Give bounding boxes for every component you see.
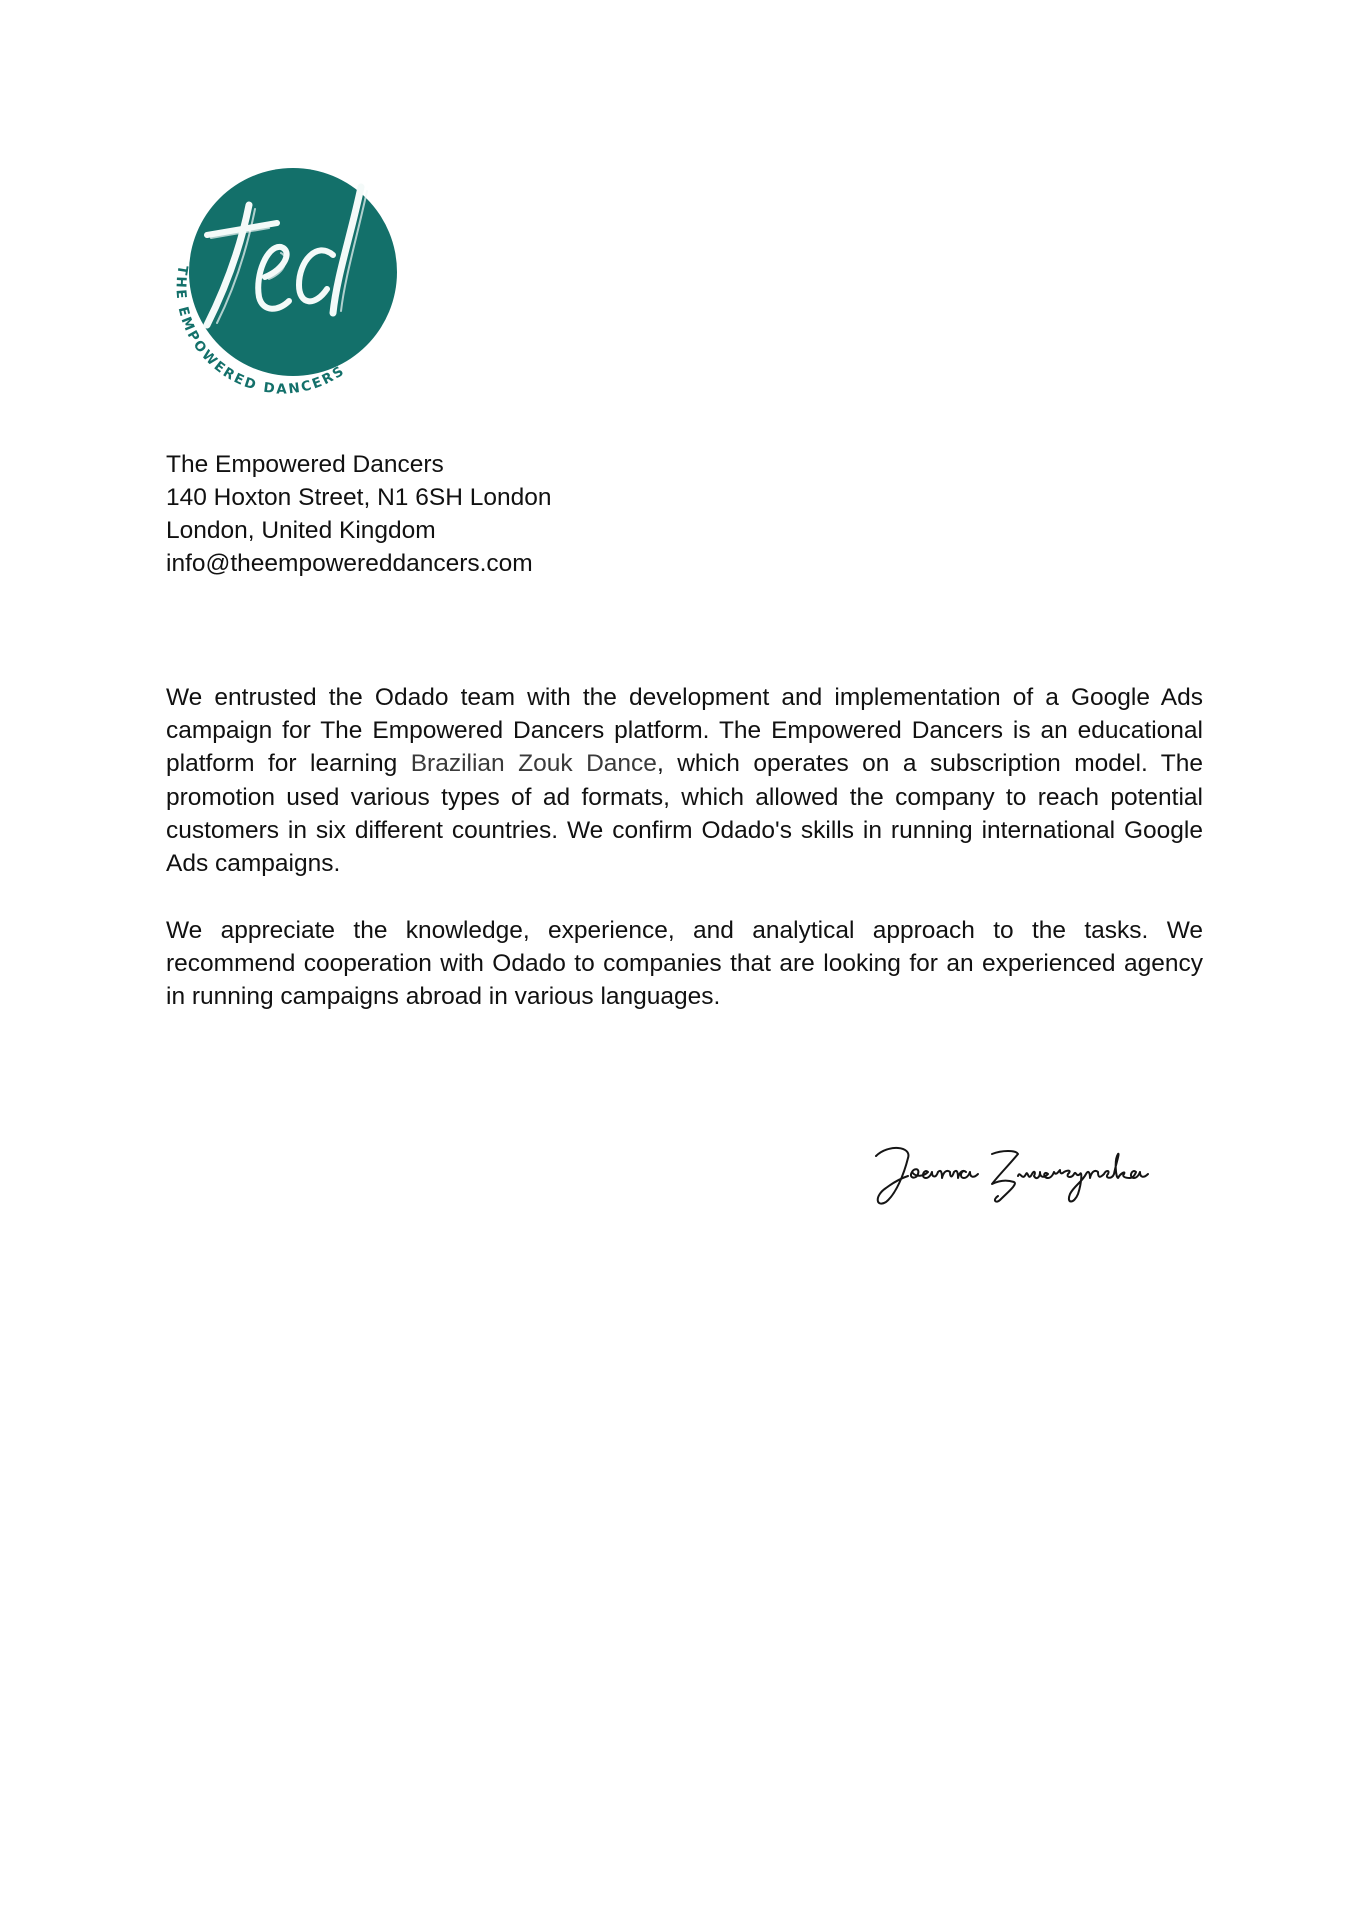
letter-paragraph-1 [166, 681, 1203, 880]
paragraph-1-highlight: Brazilian Zouk Dance [410, 750, 657, 778]
paragraph-1-text-start: We entrusted the Odado team with the development and implementation of a Google Ads campaign for The Empowered Dancers platform. The Empowered Dancers is an educational platform for learning [166, 684, 1203, 778]
sender-email[interactable]: info@theempowereddancers.com [166, 550, 533, 577]
sender-street: 140 Hoxton Street, N1 6SH London [166, 484, 552, 511]
sender-city-country: London, United Kingdom [166, 517, 436, 544]
sender-address [166, 448, 551, 580]
paragraph-1-text-end: , which operates on a subscription model. The promotion used various types of ad formats, which allowed the company to reach potential customers in six different countries. We confirm Odado's skills in running international Google Ads campaigns. [166, 750, 1204, 878]
sender-company: The Empowered Dancers [166, 451, 444, 478]
ted-logo-icon [165, 165, 405, 410]
handwritten-signature-icon [868, 1138, 1178, 1218]
logo-arc-text: THE EMPOWERED DANCERS [172, 264, 349, 398]
letter-paragraph-2: We appreciate the knowledge, experience, and analytical approach to the tasks. We recommend cooperation with Odado to companies that are looking for an experienced agency in running campaigns abroad in various languages. [166, 917, 1203, 1011]
